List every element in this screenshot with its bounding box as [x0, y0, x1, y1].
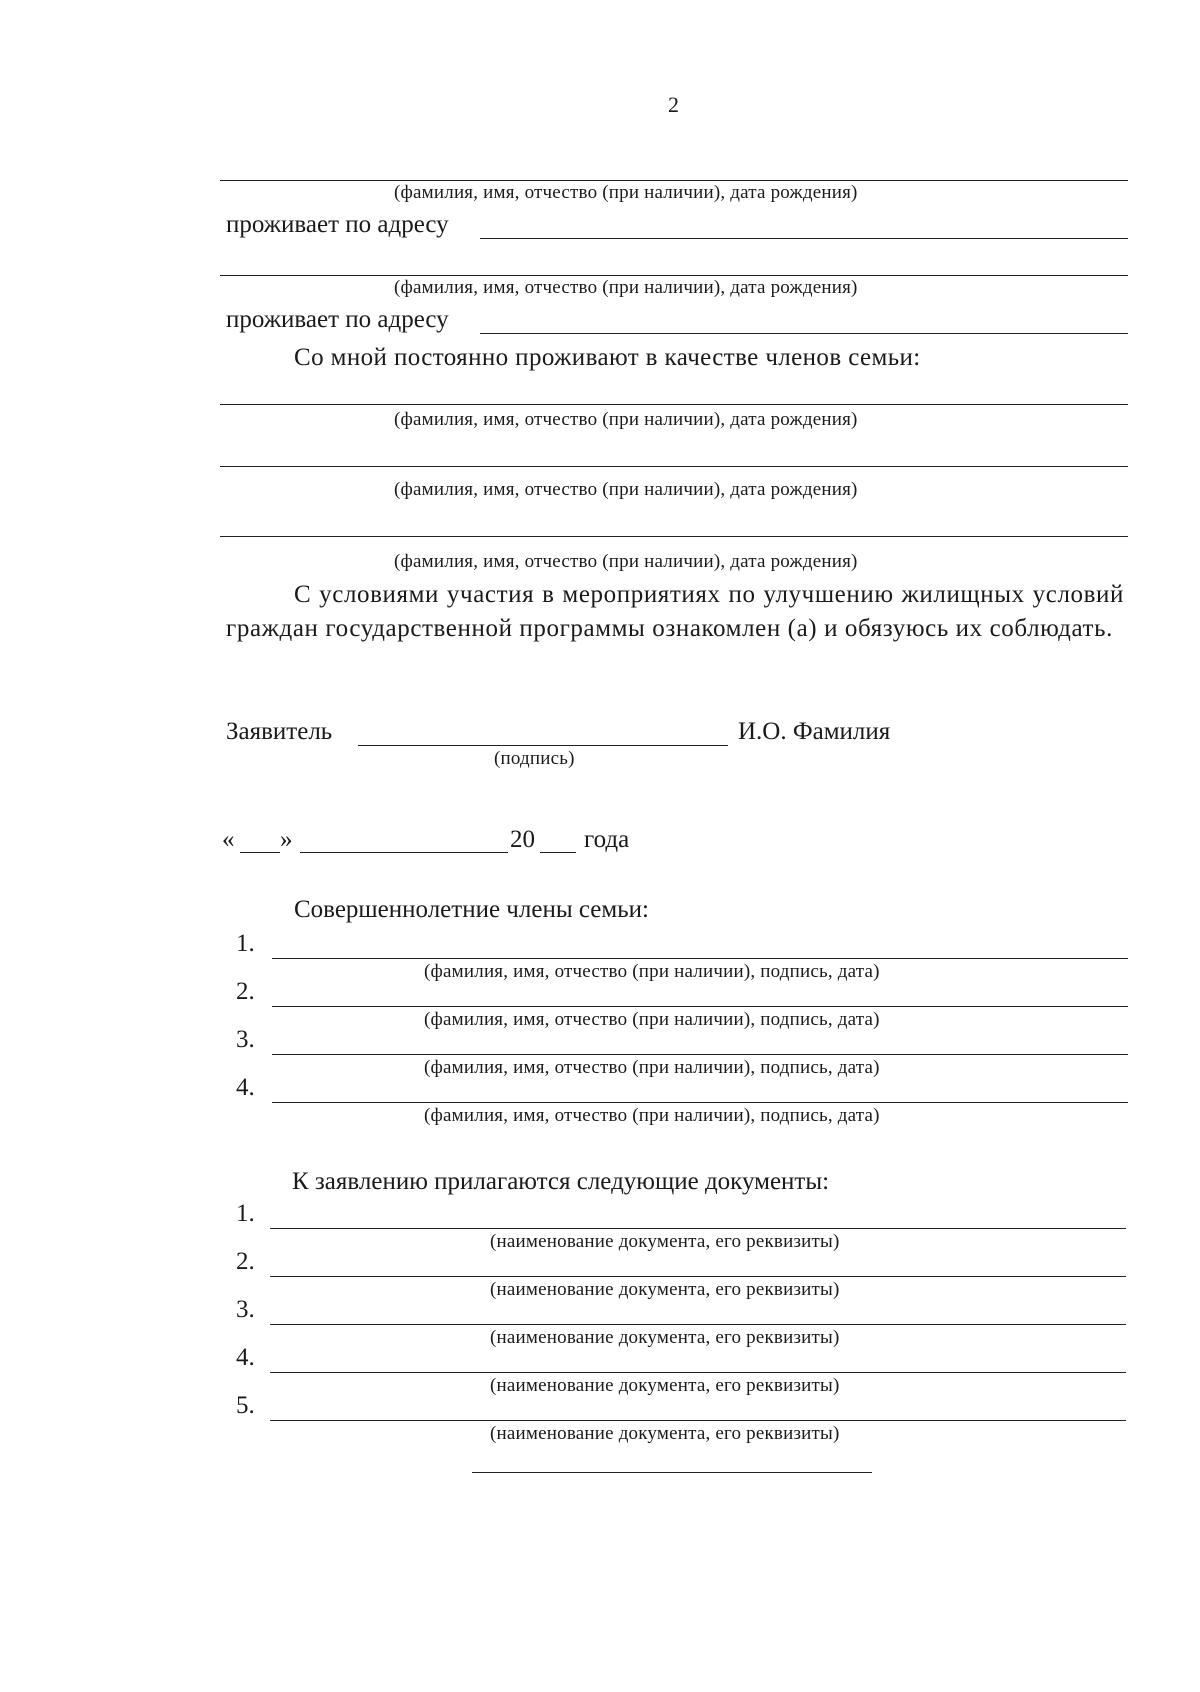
date-month-line[interactable]: [300, 852, 508, 853]
document-caption: (наименование документа, его реквизиты): [490, 1279, 840, 1300]
document-line[interactable]: [270, 1228, 1126, 1229]
page-number: 2: [668, 92, 679, 117]
family-member-caption: (фамилия, имя, отчество (при наличии), дата рождения): [394, 409, 858, 430]
adult-member-number: 4.: [236, 1074, 255, 1101]
conditions-paragraph: С условиями участия в мероприятиях по улучшению жилищных условий граждан государственной программы ознакомлен (а) и обязуюсь их соблюдать.: [226, 581, 1124, 642]
adult-member-line[interactable]: [272, 1006, 1128, 1007]
document-number: 3.: [236, 1296, 255, 1323]
adult-member-line[interactable]: [272, 1054, 1128, 1055]
adult-member-line[interactable]: [272, 958, 1128, 959]
applicant-label: Заявитель: [226, 718, 333, 745]
family-member-caption: (фамилия, имя, отчество (при наличии), дата рождения): [394, 551, 858, 572]
date-year-prefix: 20: [510, 826, 535, 853]
address-line[interactable]: [480, 238, 1128, 239]
document-line[interactable]: [270, 1324, 1126, 1325]
address-label: проживает по адресу: [226, 211, 449, 238]
adult-member-number: 2.: [236, 978, 255, 1005]
applicant-name: И.О. Фамилия: [738, 718, 891, 745]
date-year-suffix: года: [584, 826, 630, 853]
adult-member-number: 1.: [236, 930, 255, 957]
adult-member-line[interactable]: [272, 1102, 1128, 1103]
document-caption: (наименование документа, его реквизиты): [490, 1423, 840, 1444]
date-close-quote: »: [280, 826, 293, 853]
closing-divider: [472, 1472, 872, 1473]
address-line[interactable]: [480, 333, 1128, 334]
applicant-signature-line[interactable]: [358, 745, 728, 746]
document-caption: (наименование документа, его реквизиты): [490, 1375, 840, 1396]
document-caption: (наименование документа, его реквизиты): [490, 1327, 840, 1348]
document-number: 4.: [236, 1344, 255, 1371]
date-day-line[interactable]: [240, 852, 280, 853]
document-line[interactable]: [270, 1276, 1126, 1277]
adult-member-caption: (фамилия, имя, отчество (при наличии), подпись, дата): [424, 961, 880, 982]
family-member-line[interactable]: [220, 466, 1128, 467]
adult-member-caption: (фамилия, имя, отчество (при наличии), подпись, дата): [424, 1057, 880, 1078]
person-name-caption: (фамилия, имя, отчество (при наличии), дата рождения): [394, 277, 858, 298]
signature-caption: (подпись): [494, 748, 575, 769]
document-number: 2.: [236, 1248, 255, 1275]
adult-members-title: Совершеннолетние члены семьи:: [294, 896, 649, 923]
person-name-line[interactable]: [220, 180, 1128, 181]
document-number: 5.: [236, 1392, 255, 1419]
family-intro: Со мной постоянно проживают в качестве членов семьи:: [294, 344, 921, 371]
address-label: проживает по адресу: [226, 306, 449, 333]
family-member-line[interactable]: [220, 536, 1128, 537]
person-name-caption: (фамилия, имя, отчество (при наличии), дата рождения): [394, 182, 858, 203]
document-line[interactable]: [270, 1420, 1126, 1421]
family-member-caption: (фамилия, имя, отчество (при наличии), дата рождения): [394, 479, 858, 500]
adult-member-caption: (фамилия, имя, отчество (при наличии), подпись, дата): [424, 1105, 880, 1126]
person-name-line[interactable]: [220, 275, 1128, 276]
document-number: 1.: [236, 1200, 255, 1227]
family-member-line[interactable]: [220, 404, 1128, 405]
date-year-line[interactable]: [540, 852, 576, 853]
date-open-quote: «: [222, 826, 235, 853]
document-line[interactable]: [270, 1372, 1126, 1373]
adult-member-number: 3.: [236, 1026, 255, 1053]
adult-member-caption: (фамилия, имя, отчество (при наличии), подпись, дата): [424, 1009, 880, 1030]
document-caption: (наименование документа, его реквизиты): [490, 1231, 840, 1252]
documents-title: К заявлению прилагаются следующие документы:: [292, 1168, 830, 1195]
